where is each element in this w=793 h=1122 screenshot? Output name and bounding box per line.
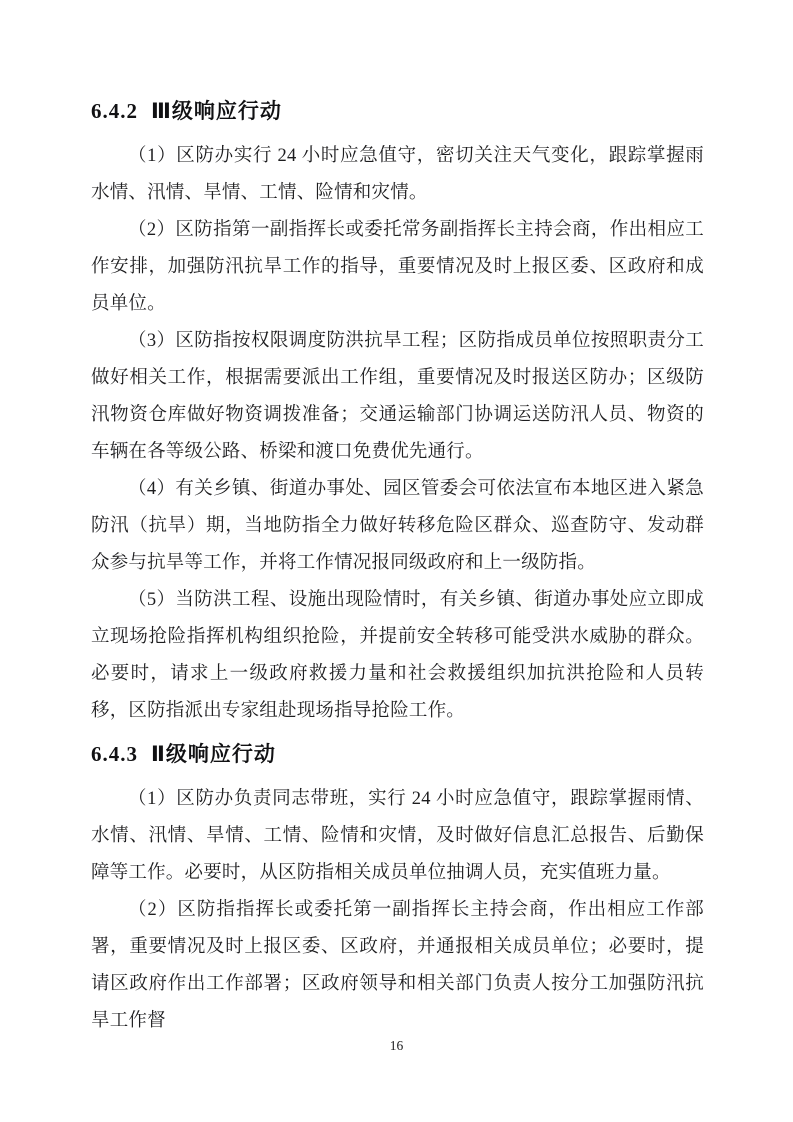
section-6-4-2 [91,96,704,730]
paragraph: （3）区防指按权限调度防洪抗旱工程；区防指成员单位按照职责分工做好相关工作，根据需要派出工作组，重要情况及时报送区防办；区级防汛物资仓库做好物资调拨准备；交通运输部门协调运送防汛人员、物资的车辆在各等级公路、桥梁和渡口免费优先通行。 [91,331,704,462]
page-number: 16 [389,1038,404,1053]
section-title: Ⅱ级响应行动 [151,743,276,766]
paragraph: （1）区防办实行 24 小时应急值守，密切关注天气变化，跟踪掌握雨水情、汛情、旱情、工情、险情和灾情。 [91,146,704,203]
paragraph: （5）当防洪工程、设施出现险情时，有关乡镇、街道办事处应立即成立现场抢险指挥机构组织抢险，并提前安全转移可能受洪水威胁的群众。必要时，请求上一级政府救援力量和社会救援组织加抗洪抢险和人员转移，区防指派出专家组赴现场指导抢险工作。 [91,590,704,721]
section-heading [91,96,704,127]
section-heading [91,739,704,770]
paragraph: （2）区防指第一副指挥长或委托常务副指挥长主持会商，作出相应工作安排，加强防汛抗旱工作的指导，重要情况及时上报区委、区政府和成员单位。 [91,220,704,314]
paragraph: （2）区防指指挥长或委托第一副指挥长主持会商，作出相应工作部署，重要情况及时上报区委、区政府，并通报相关成员单位；必要时，提请区政府作出工作部署；区政府领导和相关部门负责人按分工加强防汛抗旱工作督 [91,900,704,1031]
section-number: 6.4.2 [91,99,138,123]
paragraph: （4）有关乡镇、街道办事处、园区管委会可依法宣布本地区进入紧急防汛（抗旱）期，当地防指全力做好转移危险区群众、巡查防守、发动群众参与抗旱等工作，并将工作情况报同级政府和上一级防指。 [91,479,704,573]
section-number: 6.4.3 [91,742,138,766]
section-6-4-3 [91,739,704,1040]
paragraph: （1）区防办负责同志带班，实行 24 小时应急值守，跟踪掌握雨情、水情、汛情、旱情、工情、险情和灾情，及时做好信息汇总报告、后勤保障等工作。必要时，从区防指相关成员单位抽调人员，充实值班力量。 [91,789,704,883]
section-title: Ⅲ级响应行动 [151,100,282,123]
